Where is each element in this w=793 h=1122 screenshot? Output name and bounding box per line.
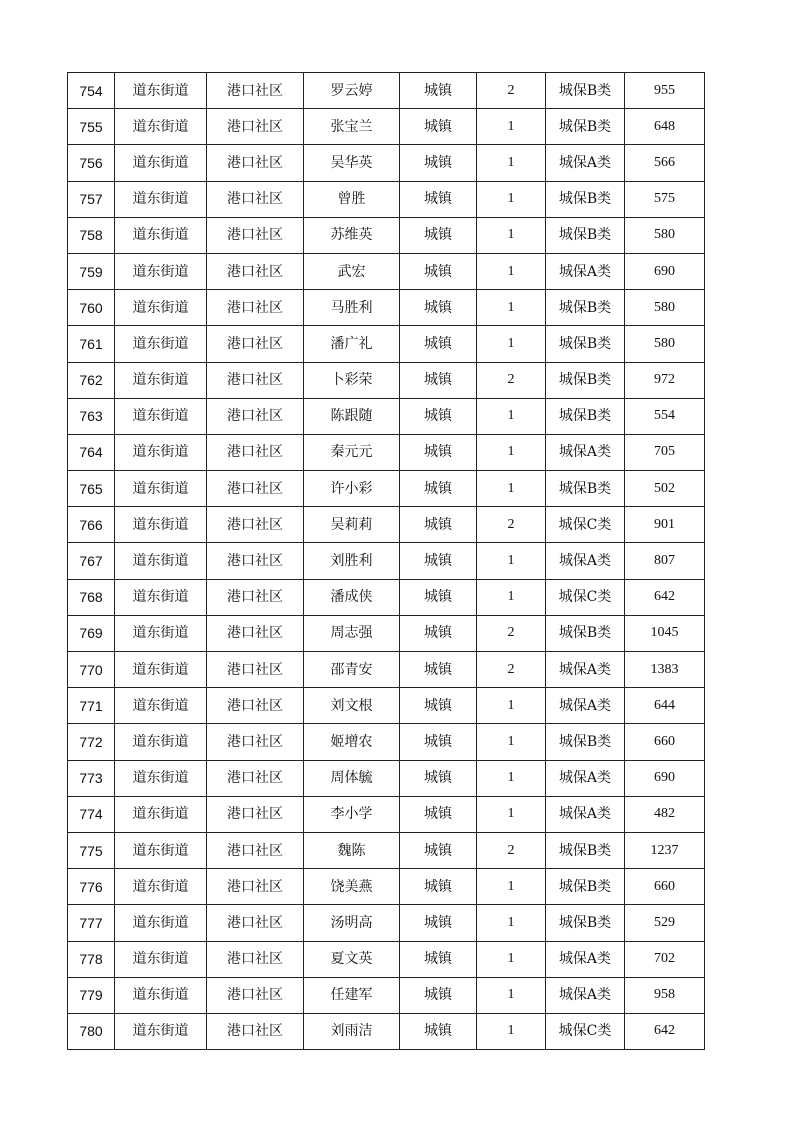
household-count-cell: 2 (477, 652, 546, 688)
serial-number-cell: 769 (68, 615, 115, 651)
household-count-cell: 1 (477, 905, 546, 941)
community-cell: 港口社区 (207, 652, 304, 688)
roster-table (67, 72, 705, 1050)
household-count-cell: 2 (477, 362, 546, 398)
area-type-cell: 城镇 (400, 579, 477, 615)
area-type-cell: 城镇 (400, 398, 477, 434)
community-cell: 港口社区 (207, 941, 304, 977)
household-count-cell: 1 (477, 941, 546, 977)
community-cell: 港口社区 (207, 471, 304, 507)
community-cell: 港口社区 (207, 145, 304, 181)
amount-cell: 690 (625, 253, 705, 289)
amount-cell: 580 (625, 326, 705, 362)
household-count-cell: 1 (477, 398, 546, 434)
community-cell: 港口社区 (207, 977, 304, 1013)
amount-cell: 642 (625, 1013, 705, 1049)
area-type-cell: 城镇 (400, 760, 477, 796)
household-count-cell: 1 (477, 1013, 546, 1049)
household-count-cell: 1 (477, 796, 546, 832)
amount-cell: 554 (625, 398, 705, 434)
table-row (68, 579, 705, 615)
table-row (68, 109, 705, 145)
street-cell: 道东街道 (115, 434, 207, 470)
table-row (68, 941, 705, 977)
person-name-cell: 魏陈 (304, 832, 400, 868)
person-name-cell: 刘文根 (304, 688, 400, 724)
amount-cell: 901 (625, 507, 705, 543)
area-type-cell: 城镇 (400, 941, 477, 977)
subsidy-category-cell: 城保A类 (546, 434, 625, 470)
serial-number-cell: 775 (68, 832, 115, 868)
subsidy-category-cell: 城保A类 (546, 760, 625, 796)
subsidy-category-cell: 城保A类 (546, 688, 625, 724)
subsidy-category-cell: 城保B类 (546, 615, 625, 651)
street-cell: 道东街道 (115, 832, 207, 868)
subsidy-category-cell: 城保B类 (546, 724, 625, 760)
household-count-cell: 1 (477, 724, 546, 760)
table-row (68, 760, 705, 796)
street-cell: 道东街道 (115, 869, 207, 905)
area-type-cell: 城镇 (400, 253, 477, 289)
person-name-cell: 刘雨洁 (304, 1013, 400, 1049)
area-type-cell: 城镇 (400, 615, 477, 651)
table-row (68, 652, 705, 688)
table-row (68, 434, 705, 470)
community-cell: 港口社区 (207, 688, 304, 724)
serial-number-cell: 765 (68, 471, 115, 507)
household-count-cell: 1 (477, 434, 546, 470)
table-row (68, 724, 705, 760)
street-cell: 道东街道 (115, 977, 207, 1013)
community-cell: 港口社区 (207, 760, 304, 796)
serial-number-cell: 760 (68, 290, 115, 326)
household-count-cell: 1 (477, 471, 546, 507)
person-name-cell: 刘胜利 (304, 543, 400, 579)
household-count-cell: 1 (477, 977, 546, 1013)
subsidy-category-cell: 城保B类 (546, 471, 625, 507)
community-cell: 港口社区 (207, 796, 304, 832)
table-row (68, 977, 705, 1013)
amount-cell: 660 (625, 869, 705, 905)
table-row (68, 398, 705, 434)
person-name-cell: 许小彩 (304, 471, 400, 507)
person-name-cell: 吴华英 (304, 145, 400, 181)
serial-number-cell: 762 (68, 362, 115, 398)
person-name-cell: 马胜利 (304, 290, 400, 326)
person-name-cell: 罗云婷 (304, 73, 400, 109)
amount-cell: 958 (625, 977, 705, 1013)
household-count-cell: 1 (477, 869, 546, 905)
community-cell: 港口社区 (207, 832, 304, 868)
person-name-cell: 苏维英 (304, 217, 400, 253)
serial-number-cell: 766 (68, 507, 115, 543)
community-cell: 港口社区 (207, 217, 304, 253)
area-type-cell: 城镇 (400, 109, 477, 145)
person-name-cell: 饶美燕 (304, 869, 400, 905)
amount-cell: 660 (625, 724, 705, 760)
subsidy-category-cell: 城保A类 (546, 543, 625, 579)
household-count-cell: 1 (477, 145, 546, 181)
serial-number-cell: 779 (68, 977, 115, 1013)
person-name-cell: 曾胜 (304, 181, 400, 217)
community-cell: 港口社区 (207, 290, 304, 326)
subsidy-category-cell: 城保A类 (546, 977, 625, 1013)
person-name-cell: 夏文英 (304, 941, 400, 977)
table-row (68, 543, 705, 579)
area-type-cell: 城镇 (400, 652, 477, 688)
person-name-cell: 姬增农 (304, 724, 400, 760)
subsidy-category-cell: 城保A类 (546, 253, 625, 289)
community-cell: 港口社区 (207, 181, 304, 217)
street-cell: 道东街道 (115, 760, 207, 796)
community-cell: 港口社区 (207, 1013, 304, 1049)
household-count-cell: 1 (477, 688, 546, 724)
subsidy-category-cell: 城保B类 (546, 290, 625, 326)
household-count-cell: 1 (477, 217, 546, 253)
household-count-cell: 2 (477, 832, 546, 868)
person-name-cell: 邵青安 (304, 652, 400, 688)
amount-cell: 807 (625, 543, 705, 579)
community-cell: 港口社区 (207, 362, 304, 398)
area-type-cell: 城镇 (400, 977, 477, 1013)
subsidy-category-cell: 城保C类 (546, 507, 625, 543)
amount-cell: 955 (625, 73, 705, 109)
serial-number-cell: 771 (68, 688, 115, 724)
area-type-cell: 城镇 (400, 145, 477, 181)
serial-number-cell: 754 (68, 73, 115, 109)
community-cell: 港口社区 (207, 905, 304, 941)
person-name-cell: 李小学 (304, 796, 400, 832)
street-cell: 道东街道 (115, 1013, 207, 1049)
table-row (68, 1013, 705, 1049)
table-row (68, 326, 705, 362)
table-row (68, 181, 705, 217)
area-type-cell: 城镇 (400, 543, 477, 579)
street-cell: 道东街道 (115, 181, 207, 217)
area-type-cell: 城镇 (400, 73, 477, 109)
table-row (68, 615, 705, 651)
table-row (68, 362, 705, 398)
street-cell: 道东街道 (115, 398, 207, 434)
subsidy-category-cell: 城保B类 (546, 326, 625, 362)
street-cell: 道东街道 (115, 471, 207, 507)
subsidy-category-cell: 城保B类 (546, 362, 625, 398)
subsidy-category-cell: 城保B类 (546, 181, 625, 217)
serial-number-cell: 776 (68, 869, 115, 905)
community-cell: 港口社区 (207, 869, 304, 905)
street-cell: 道东街道 (115, 543, 207, 579)
area-type-cell: 城镇 (400, 688, 477, 724)
person-name-cell: 张宝兰 (304, 109, 400, 145)
amount-cell: 705 (625, 434, 705, 470)
household-count-cell: 2 (477, 507, 546, 543)
amount-cell: 482 (625, 796, 705, 832)
person-name-cell: 秦元元 (304, 434, 400, 470)
serial-number-cell: 755 (68, 109, 115, 145)
table-row (68, 145, 705, 181)
subsidy-category-cell: 城保A类 (546, 941, 625, 977)
area-type-cell: 城镇 (400, 181, 477, 217)
area-type-cell: 城镇 (400, 796, 477, 832)
household-count-cell: 1 (477, 109, 546, 145)
subsidy-category-cell: 城保B类 (546, 398, 625, 434)
area-type-cell: 城镇 (400, 869, 477, 905)
amount-cell: 529 (625, 905, 705, 941)
table-row (68, 688, 705, 724)
area-type-cell: 城镇 (400, 217, 477, 253)
serial-number-cell: 759 (68, 253, 115, 289)
street-cell: 道东街道 (115, 217, 207, 253)
table-row (68, 832, 705, 868)
street-cell: 道东街道 (115, 724, 207, 760)
street-cell: 道东街道 (115, 796, 207, 832)
serial-number-cell: 768 (68, 579, 115, 615)
serial-number-cell: 757 (68, 181, 115, 217)
community-cell: 港口社区 (207, 615, 304, 651)
amount-cell: 580 (625, 290, 705, 326)
person-name-cell: 潘成侠 (304, 579, 400, 615)
subsidy-category-cell: 城保A类 (546, 145, 625, 181)
area-type-cell: 城镇 (400, 507, 477, 543)
subsidy-category-cell: 城保B类 (546, 905, 625, 941)
serial-number-cell: 774 (68, 796, 115, 832)
subsidy-category-cell: 城保B类 (546, 109, 625, 145)
amount-cell: 644 (625, 688, 705, 724)
subsidy-category-cell: 城保B类 (546, 869, 625, 905)
amount-cell: 575 (625, 181, 705, 217)
amount-cell: 580 (625, 217, 705, 253)
street-cell: 道东街道 (115, 109, 207, 145)
household-count-cell: 1 (477, 543, 546, 579)
amount-cell: 972 (625, 362, 705, 398)
subsidy-category-cell: 城保A类 (546, 652, 625, 688)
household-count-cell: 1 (477, 253, 546, 289)
serial-number-cell: 767 (68, 543, 115, 579)
street-cell: 道东街道 (115, 145, 207, 181)
household-count-cell: 2 (477, 615, 546, 651)
community-cell: 港口社区 (207, 109, 304, 145)
street-cell: 道东街道 (115, 290, 207, 326)
street-cell: 道东街道 (115, 326, 207, 362)
serial-number-cell: 777 (68, 905, 115, 941)
subsidy-category-cell: 城保A类 (546, 796, 625, 832)
street-cell: 道东街道 (115, 362, 207, 398)
area-type-cell: 城镇 (400, 471, 477, 507)
area-type-cell: 城镇 (400, 362, 477, 398)
area-type-cell: 城镇 (400, 290, 477, 326)
table-row (68, 507, 705, 543)
community-cell: 港口社区 (207, 73, 304, 109)
amount-cell: 1045 (625, 615, 705, 651)
roster-body (68, 73, 705, 1050)
subsidy-category-cell: 城保B类 (546, 73, 625, 109)
serial-number-cell: 773 (68, 760, 115, 796)
person-name-cell: 周志强 (304, 615, 400, 651)
household-count-cell: 1 (477, 181, 546, 217)
community-cell: 港口社区 (207, 398, 304, 434)
area-type-cell: 城镇 (400, 1013, 477, 1049)
amount-cell: 648 (625, 109, 705, 145)
area-type-cell: 城镇 (400, 724, 477, 760)
community-cell: 港口社区 (207, 724, 304, 760)
street-cell: 道东街道 (115, 688, 207, 724)
amount-cell: 502 (625, 471, 705, 507)
street-cell: 道东街道 (115, 507, 207, 543)
subsidy-category-cell: 城保C类 (546, 579, 625, 615)
person-name-cell: 周体毓 (304, 760, 400, 796)
serial-number-cell: 770 (68, 652, 115, 688)
street-cell: 道东街道 (115, 253, 207, 289)
street-cell: 道东街道 (115, 73, 207, 109)
person-name-cell: 汤明高 (304, 905, 400, 941)
person-name-cell: 潘广礼 (304, 326, 400, 362)
serial-number-cell: 761 (68, 326, 115, 362)
household-count-cell: 1 (477, 290, 546, 326)
household-count-cell: 1 (477, 326, 546, 362)
community-cell: 港口社区 (207, 434, 304, 470)
serial-number-cell: 778 (68, 941, 115, 977)
serial-number-cell: 764 (68, 434, 115, 470)
community-cell: 港口社区 (207, 543, 304, 579)
serial-number-cell: 763 (68, 398, 115, 434)
area-type-cell: 城镇 (400, 905, 477, 941)
table-row (68, 290, 705, 326)
subsidy-category-cell: 城保B类 (546, 832, 625, 868)
person-name-cell: 吴莉莉 (304, 507, 400, 543)
amount-cell: 1237 (625, 832, 705, 868)
community-cell: 港口社区 (207, 326, 304, 362)
table-row (68, 905, 705, 941)
amount-cell: 702 (625, 941, 705, 977)
community-cell: 港口社区 (207, 253, 304, 289)
person-name-cell: 卜彩荣 (304, 362, 400, 398)
street-cell: 道东街道 (115, 652, 207, 688)
serial-number-cell: 758 (68, 217, 115, 253)
household-count-cell: 2 (477, 73, 546, 109)
table-row (68, 73, 705, 109)
amount-cell: 642 (625, 579, 705, 615)
street-cell: 道东街道 (115, 579, 207, 615)
area-type-cell: 城镇 (400, 832, 477, 868)
table-row (68, 796, 705, 832)
community-cell: 港口社区 (207, 579, 304, 615)
amount-cell: 1383 (625, 652, 705, 688)
street-cell: 道东街道 (115, 905, 207, 941)
person-name-cell: 陈跟随 (304, 398, 400, 434)
street-cell: 道东街道 (115, 941, 207, 977)
amount-cell: 690 (625, 760, 705, 796)
subsidy-category-cell: 城保C类 (546, 1013, 625, 1049)
community-cell: 港口社区 (207, 507, 304, 543)
area-type-cell: 城镇 (400, 434, 477, 470)
serial-number-cell: 780 (68, 1013, 115, 1049)
person-name-cell: 任建军 (304, 977, 400, 1013)
person-name-cell: 武宏 (304, 253, 400, 289)
serial-number-cell: 756 (68, 145, 115, 181)
subsidy-category-cell: 城保B类 (546, 217, 625, 253)
table-row (68, 217, 705, 253)
street-cell: 道东街道 (115, 615, 207, 651)
serial-number-cell: 772 (68, 724, 115, 760)
table-row (68, 253, 705, 289)
table-row (68, 471, 705, 507)
amount-cell: 566 (625, 145, 705, 181)
area-type-cell: 城镇 (400, 326, 477, 362)
household-count-cell: 1 (477, 760, 546, 796)
table-row (68, 869, 705, 905)
household-count-cell: 1 (477, 579, 546, 615)
